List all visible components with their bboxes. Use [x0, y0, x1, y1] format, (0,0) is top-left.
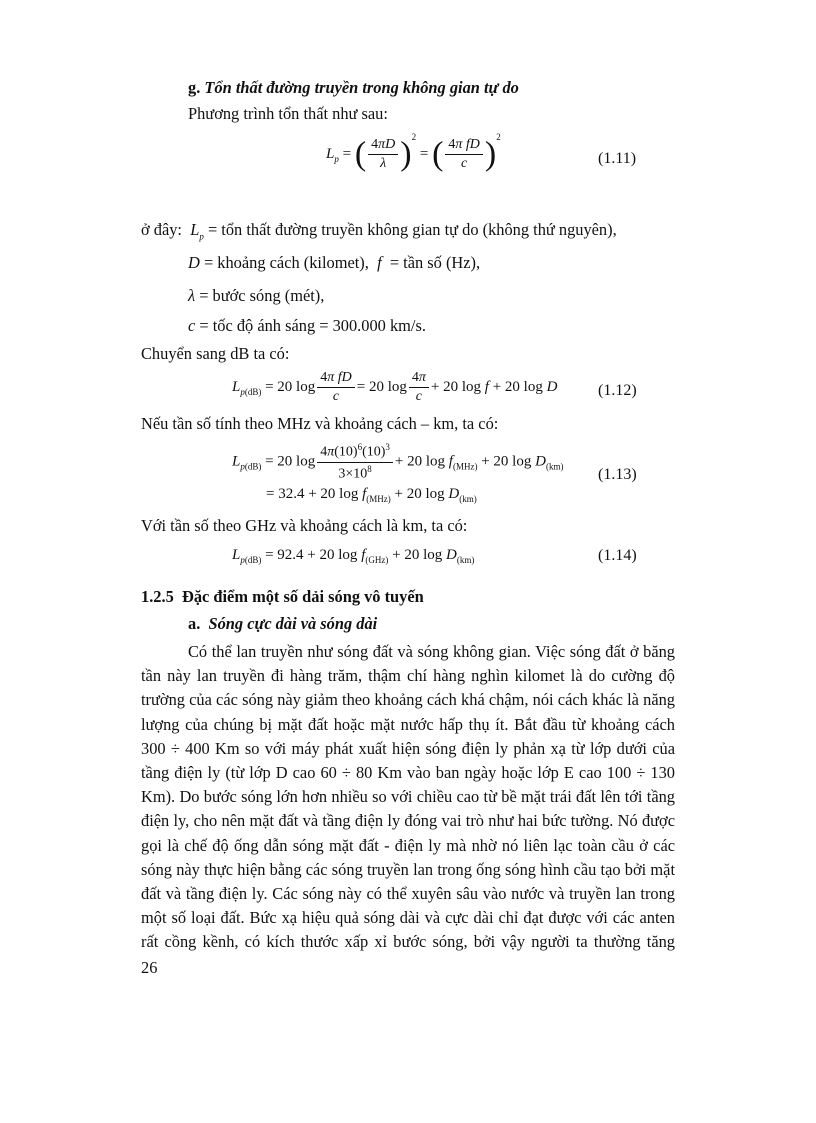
section-g-label: g.	[188, 78, 201, 97]
section-g-heading	[188, 78, 519, 98]
paragraph-line: điện ly, cho nên mặt đất và tầng điện ly đóng vai trò như hai bức tường. Nó được	[141, 811, 675, 831]
definition-d-text: = khoảng cách (kilomet),	[203, 253, 369, 272]
equation-1-14: $L_{p(dB)} = 92.4 + 20$ $\log f_{(GHz)} + 20$ $\log D_{(km)}$	[232, 547, 475, 565]
paragraph-line: tầng điện ly (từ lớp D cao 60 ÷ 80 Km vào ban ngày hoặc lớp E cao 100 ÷ 130	[141, 763, 675, 783]
paragraph-line: tần này lan truyền đi hàng trăm, thậm chí hàng nghìn kilomet là do cường độ	[141, 666, 675, 686]
ghz-intro: Với tần số theo GHz và khoảng cách là km, ta có:	[141, 516, 468, 535]
section-1-2-5-heading	[141, 587, 424, 607]
paragraph-line: một số loại đất. Bức xạ hiệu quả sóng dài và cực dài chỉ đạt được với các anten	[141, 908, 675, 928]
section-g-intro: Phương trình tổn thất như sau:	[188, 104, 388, 123]
definition-lambda-text: = bước sóng (mét),	[199, 286, 325, 305]
definition-c: c = tốc độ ánh sáng = 300.000 km/s.	[188, 316, 426, 335]
subsection-a-heading	[188, 614, 377, 634]
paragraph-long-waves	[141, 640, 675, 955]
paragraph-line: lượng của chúng bị mặt đất hoặc mặt nước hấp thụ ít. Bắt đầu từ khoảng cách	[141, 714, 675, 734]
page-number: 26	[141, 958, 158, 977]
equation-1-14-constant: = 92.4 + 20 log	[265, 547, 358, 563]
definition-lp-text: = tổn thất đường truyền không gian tự do (không thứ nguyên),	[207, 220, 617, 239]
paragraph-line: Km). Do bước sóng lớn hơn nhiều so với chiều cao từ bề mặt trái đất lên tới tầng	[141, 787, 675, 807]
paragraph-line: rất cồng kềnh, có kích thước xấp xỉ bước sóng, bởi vậy người ta thường tăng	[141, 932, 675, 952]
definitions-lead: ở đây:	[141, 220, 182, 239]
equation-1-13-line1: $L_{p(dB)} = 20$ log $\frac{4\pi(10)^6(10)^3}{3\times 10^8}$ + 20 $\log f_{(MHz)} + 20$ $\log D_{(km)}$	[232, 442, 564, 482]
equation-1-14-number: (1.14)	[598, 547, 637, 564]
db-intro: Chuyển sang dB ta có:	[141, 344, 290, 363]
section-1-2-5-number: 1.2.5	[141, 587, 174, 606]
equation-1-13-constant: = 32.4 + 20 log	[266, 486, 359, 502]
definition-c-text: = tốc độ ánh sáng = 300.000 km/s.	[199, 316, 426, 335]
equation-1-12-number: (1.12)	[598, 382, 637, 399]
subsection-a-label: a.	[188, 614, 201, 633]
definition-f-text: = tần số (Hz),	[389, 253, 481, 272]
definition-d-f: D = khoảng cách (kilomet), f = tần số (Hz),	[188, 253, 481, 272]
mhz-intro: Nếu tần số tính theo MHz và khoảng cách – km, ta có:	[141, 414, 499, 433]
paragraph-line: trường của các sóng này giảm theo khoảng cách khá chậm, nói cách khác là năng	[141, 690, 675, 710]
definition-lp: ở đây: $L_p$ = tổn thất đường truyền không gian tự do (không thứ nguyên),	[141, 220, 617, 242]
section-g-title: Tổn thất đường truyền trong không gian tự do	[204, 78, 519, 97]
definition-lambda: λ = bước sóng (mét),	[188, 286, 325, 305]
paragraph-line: 300 ÷ 400 Km so với máy phát xuất hiện sóng điện ly phản xạ từ lớp dưới của	[141, 738, 675, 758]
paragraph-line: sóng này thực hiện bằng các sóng truyền lan trong ống sóng hình cầu tạo bởi mặt	[141, 859, 675, 879]
equation-1-12: $L_{p(dB)} = 20$ log $\frac{\text{4π fD}}{c}$ = 20 log $\frac{4\pi}{c}$ + 20 log f + 20 log D	[232, 370, 558, 404]
subsection-a-title: Sóng cực dài và sóng dài	[208, 614, 378, 633]
equation-1-11-number: (1.11)	[598, 150, 637, 167]
paragraph-line: đất và tầng điện ly. Các sóng này có thể xuyên sâu vào nước và truyền lan trong	[141, 884, 675, 904]
equation-1-13-line2: = 32.4 + 20 $\log f_{(MHz)} + 20$ $\log D_{(km)}$	[266, 486, 477, 504]
section-1-2-5-title: Đặc điểm một số dải sóng vô tuyến	[181, 587, 424, 606]
paragraph-line: Có thể lan truyền như sóng đất và sóng không gian. Việc sóng đất ở băng	[188, 642, 675, 661]
equation-1-13-number: (1.13)	[598, 466, 637, 483]
paragraph-line: gọi là chế độ ống dẫn sóng mặt đất - điện ly mà nhờ nó liên lạc toàn cầu ở các	[141, 835, 675, 855]
equation-1-11: $L_p$ = ( $\frac{4\pi D}{\lambda}$ )$^2$ = ( $\frac{\text{4π fD}}{c}$ )$^2$	[326, 132, 501, 173]
